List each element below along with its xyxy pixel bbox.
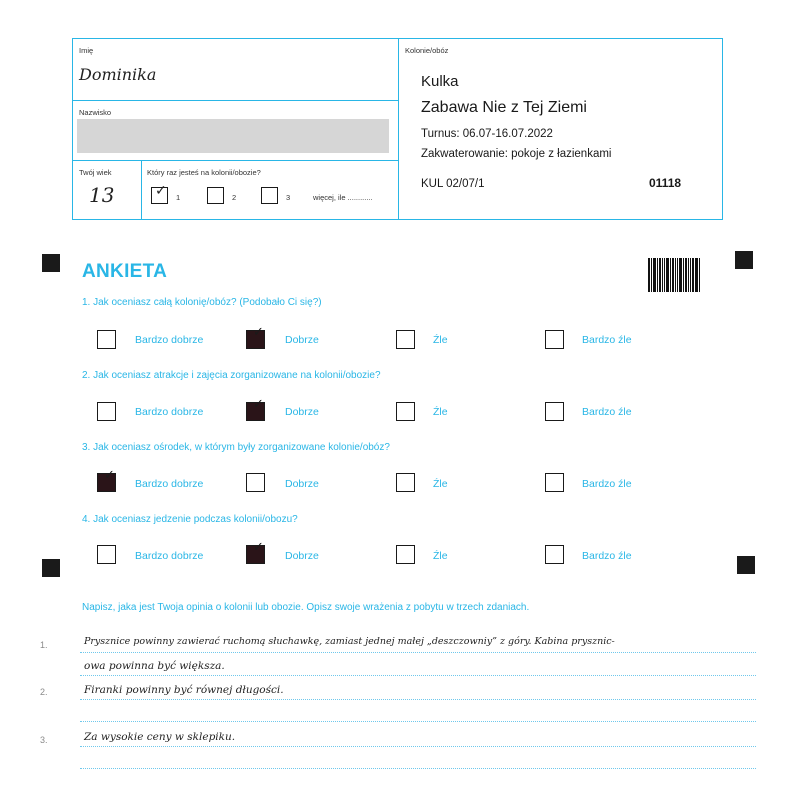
check-mark-icon: ✓ <box>253 540 264 555</box>
q3-option-bardzo-zle[interactable] <box>545 473 564 492</box>
form-number: 01118 <box>649 176 682 190</box>
q4-label-bardzo-dobrze: Bardzo dobrze <box>135 550 204 562</box>
check-mark-icon: ✓ <box>253 325 264 340</box>
writing-line <box>80 721 756 722</box>
camp-turnus: Turnus: 06.07-16.07.2022 <box>421 128 553 140</box>
camp-code: KUL 02/07/1 <box>421 178 485 190</box>
camp-label: Kolonie/obóz <box>405 46 449 55</box>
surname-label: Nazwisko <box>79 108 112 117</box>
times-checkbox-1[interactable] <box>151 183 168 204</box>
times-checkbox-3[interactable] <box>261 187 278 204</box>
q4-option-bardzo-dobrze[interactable] <box>97 545 116 564</box>
q4-label-dobrze: Dobrze <box>285 550 319 562</box>
writing-line <box>80 746 756 747</box>
question-3: 3. Jak oceniasz ośrodek, w którym były zorganizowane kolonie/obóz? <box>82 442 390 453</box>
question-4: 4. Jak oceniasz jedzenie podczas kolonii/obozu? <box>82 514 298 525</box>
q1-option-bardzo-zle[interactable] <box>545 330 564 349</box>
q4-option-bardzo-zle[interactable] <box>545 545 564 564</box>
registration-marker-top-left <box>42 254 60 272</box>
q1-label-dobrze: Dobrze <box>285 334 319 346</box>
camp-name: Zabawa Nie z Tej Ziemi <box>421 99 587 116</box>
camp-title: Kulka <box>421 73 459 90</box>
q4-label-bardzo-zle: Bardzo źle <box>582 550 632 562</box>
q3-label-bardzo-dobrze: Bardzo dobrze <box>135 478 204 490</box>
q2-label-dobrze: Dobrze <box>285 406 319 418</box>
registration-marker-bottom-right <box>737 556 755 574</box>
q2-option-bardzo-dobrze[interactable] <box>97 402 116 421</box>
times-label: Który raz jesteś na kolonii/obozie? <box>147 168 261 177</box>
question-2: 2. Jak oceniasz atrakcje i zajęcia zorganizowane na kolonii/obozie? <box>82 370 381 381</box>
q4-option-zle[interactable] <box>396 545 415 564</box>
check-mark-icon: ✓ <box>253 397 264 412</box>
surname-redacted <box>77 119 389 153</box>
line-number-2: 2. <box>40 687 48 697</box>
q1-label-bardzo-zle: Bardzo źle <box>582 334 632 346</box>
q2-option-zle[interactable] <box>396 402 415 421</box>
participant-section <box>73 39 399 219</box>
registration-box <box>72 38 723 220</box>
opinion-text-line-3[interactable]: Za wysokie ceny w sklepiku. <box>84 731 236 743</box>
q2-label-zle: Źle <box>433 406 448 418</box>
q3-option-bardzo-dobrze[interactable] <box>97 468 116 492</box>
q1-option-zle[interactable] <box>396 330 415 349</box>
opinion-prompt: Napisz, jaka jest Twoja opinia o kolonii lub obozie. Opisz swoje wrażenia z pobytu w trzech zdaniach. <box>82 602 530 613</box>
writing-line <box>80 652 756 653</box>
q3-label-dobrze: Dobrze <box>285 478 319 490</box>
camp-accommodation: Zakwaterowanie: pokoje z łazienkami <box>421 148 612 160</box>
barcode <box>648 258 704 292</box>
times-option-2: 2 <box>232 193 237 202</box>
writing-line <box>80 768 756 769</box>
name-value: Dominika <box>79 65 157 84</box>
name-field[interactable] <box>73 39 398 101</box>
q2-label-bardzo-dobrze: Bardzo dobrze <box>135 406 204 418</box>
writing-line <box>80 699 756 700</box>
question-1: 1. Jak oceniasz całą kolonię/obóz? (Podobało Ci się?) <box>82 297 322 308</box>
age-value: 13 <box>89 183 115 207</box>
registration-marker-bottom-left <box>42 559 60 577</box>
check-mark-icon: ✓ <box>104 468 115 483</box>
times-option-more: więcej, ile ............ <box>313 193 373 202</box>
age-label: Twój wiek <box>79 168 112 177</box>
q1-option-bardzo-dobrze[interactable] <box>97 330 116 349</box>
q3-label-bardzo-zle: Bardzo źle <box>582 478 632 490</box>
check-mark-icon: ✓ <box>155 183 167 199</box>
q1-label-zle: Źle <box>433 334 448 346</box>
age-divider <box>141 161 142 219</box>
q3-option-dobrze[interactable] <box>246 473 265 492</box>
registration-marker-top-right <box>735 251 753 269</box>
q4-label-zle: Źle <box>433 550 448 562</box>
q2-option-bardzo-zle[interactable] <box>545 402 564 421</box>
q3-option-zle[interactable] <box>396 473 415 492</box>
writing-line <box>80 675 756 676</box>
opinion-text-line-2[interactable]: Firanki powinny być równej długości. <box>84 684 284 696</box>
times-option-3: 3 <box>286 193 291 202</box>
opinion-text-line-1[interactable]: Prysznice powinny zawierać ruchomą słuchawkę, zamiast jednej małej „deszczowniy” z góry. Kabina prysznic- <box>84 636 615 647</box>
q2-option-dobrze[interactable] <box>246 397 265 421</box>
line-number-3: 3. <box>40 735 48 745</box>
age-row <box>73 161 398 219</box>
survey-title: ANKIETA <box>82 261 168 282</box>
q3-label-zle: Źle <box>433 478 448 490</box>
times-option-1: 1 <box>176 193 181 202</box>
line-number-1: 1. <box>40 640 48 650</box>
name-label: Imię <box>79 46 94 55</box>
q1-label-bardzo-dobrze: Bardzo dobrze <box>135 334 204 346</box>
times-checkbox-2[interactable] <box>207 187 224 204</box>
q1-option-dobrze[interactable] <box>246 325 265 349</box>
q4-option-dobrze[interactable] <box>246 540 265 564</box>
q2-label-bardzo-zle: Bardzo źle <box>582 406 632 418</box>
opinion-text-line-1b[interactable]: owa powinna być większa. <box>84 660 225 672</box>
